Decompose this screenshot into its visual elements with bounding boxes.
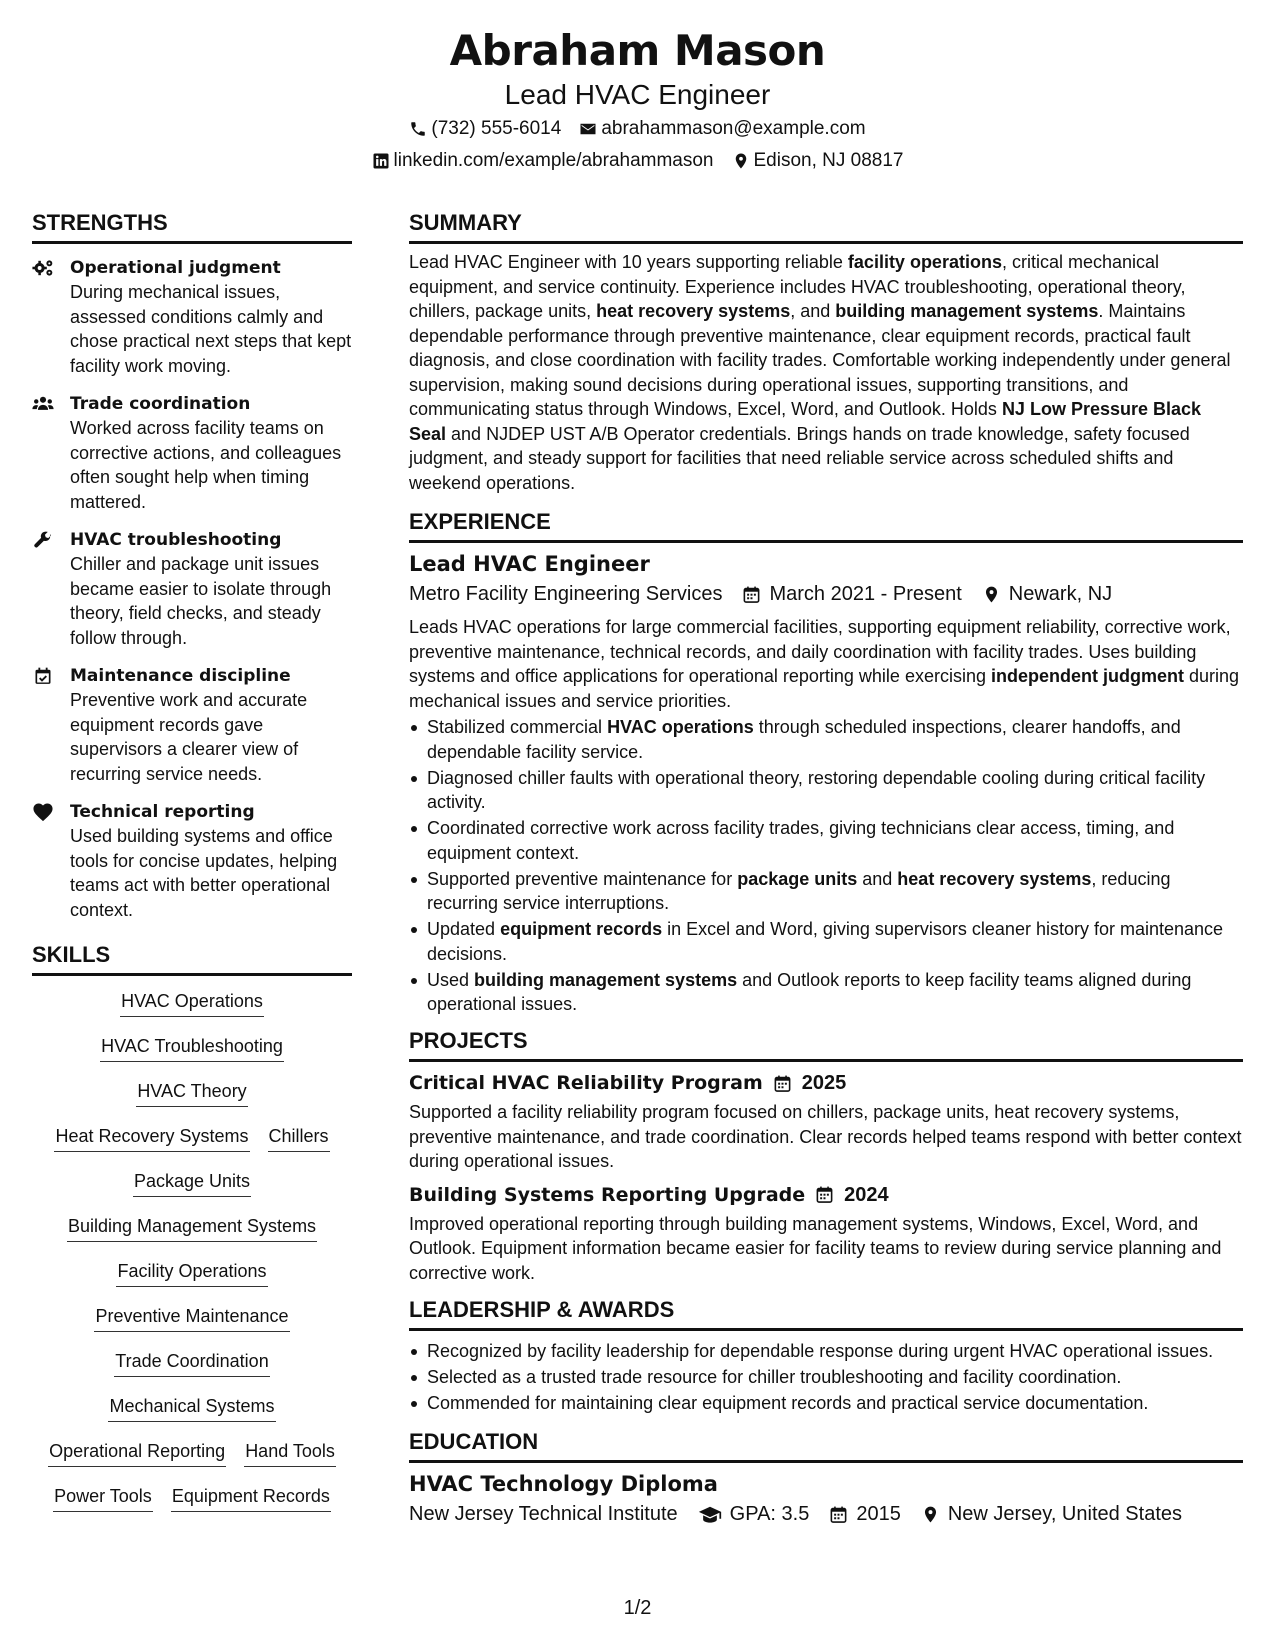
location-text: Edison, NJ 08817 bbox=[753, 150, 904, 171]
body-text: Stabilized commercial bbox=[427, 717, 608, 737]
graduation-cap-icon bbox=[698, 1505, 722, 1524]
phone-contact bbox=[409, 114, 561, 144]
summary-heading: SUMMARY bbox=[409, 210, 1243, 244]
education-location: New Jersey, United States bbox=[947, 1503, 1182, 1525]
experience-bullet bbox=[409, 766, 1243, 815]
award-bullet: Commended for maintaining clear equipment records and practical service documentation. bbox=[409, 1391, 1243, 1416]
body-text: during mechanical issues and service priorities. bbox=[409, 666, 1240, 711]
strength-description: During mechanical issues, assessed conditions calmly and chose practical next steps that kept facility work moving. bbox=[70, 282, 352, 376]
right-column bbox=[409, 210, 1243, 1529]
experience-bullet bbox=[409, 816, 1243, 865]
wrench-icon bbox=[32, 530, 54, 550]
job-dates: March 2021 - Present bbox=[769, 583, 962, 605]
envelope-icon bbox=[579, 120, 597, 138]
skill-tag: Chillers bbox=[268, 1123, 330, 1152]
emphasis-text: facility operations bbox=[847, 252, 1002, 272]
strength-item bbox=[32, 392, 352, 514]
body-text: Lead HVAC Engineer with 10 years supporting reliable bbox=[409, 252, 848, 272]
page-number: 1/2 bbox=[623, 1597, 652, 1619]
skill-row bbox=[32, 1123, 352, 1168]
emphasis-text: independent judgment bbox=[990, 666, 1184, 686]
body-text: , and bbox=[790, 301, 836, 321]
project-title: Building Systems Reporting Upgrade bbox=[409, 1183, 806, 1206]
experience-bullet bbox=[409, 968, 1243, 1017]
resume-header bbox=[0, 0, 1275, 176]
strengths-heading: STRENGTHS bbox=[32, 210, 352, 244]
emphasis-text: HVAC operations bbox=[607, 717, 754, 737]
linkedin-icon bbox=[372, 152, 390, 170]
body-text: Diagnosed chiller faults with operational theory, restoring dependable cooling during critical facility activity. bbox=[427, 767, 1206, 812]
body-text: Updated bbox=[427, 919, 501, 939]
emphasis-text: building management systems bbox=[474, 969, 738, 990]
experience-bullet bbox=[409, 917, 1243, 966]
skills-list bbox=[32, 988, 352, 1528]
calendar-check-icon bbox=[32, 666, 54, 686]
skill-tag: Mechanical Systems bbox=[108, 1393, 275, 1422]
contact-row-1 bbox=[0, 114, 1275, 144]
experience-intro bbox=[409, 615, 1243, 713]
strength-description: Preventive work and accurate equipment records gave supervisors a clearer view of recurring service needs. bbox=[70, 690, 308, 784]
body-text: and NJDEP UST A/B Operator credentials. Brings hands on trade knowledge, safety focused judgment, and steady support for facilities that need reliable service across scheduled shifts and weekend operations. bbox=[409, 423, 1190, 493]
candidate-name: Abraham Mason bbox=[449, 26, 826, 75]
job-meta bbox=[409, 579, 1243, 609]
map-pin-icon bbox=[732, 152, 750, 170]
project-item bbox=[409, 1180, 1243, 1286]
body-text: and bbox=[857, 868, 898, 889]
degree-title: HVAC Technology Diploma bbox=[409, 1472, 718, 1496]
skill-row bbox=[32, 1258, 352, 1303]
users-icon bbox=[32, 394, 54, 414]
education-meta bbox=[409, 1499, 1243, 1529]
skill-tag: Equipment Records bbox=[171, 1483, 331, 1512]
awards-list bbox=[409, 1339, 1243, 1416]
strength-title: Trade coordination bbox=[70, 394, 251, 414]
strength-description: Used building systems and office tools for concise updates, helping teams act with better operational context. bbox=[70, 826, 338, 920]
emphasis-text: heat recovery systems bbox=[897, 868, 1092, 889]
job-location: Newark, NJ bbox=[1008, 583, 1113, 605]
skill-tag: HVAC Troubleshooting bbox=[100, 1033, 284, 1062]
strength-item bbox=[32, 800, 352, 922]
skill-row bbox=[32, 1393, 352, 1438]
skill-row bbox=[32, 1348, 352, 1393]
projects-heading: PROJECTS bbox=[409, 1028, 1243, 1062]
calendar-icon bbox=[773, 1074, 792, 1093]
body-text: Coordinated corrective work across facility trades, giving technicians clear access, timing, and equipment context. bbox=[427, 818, 1175, 863]
location-contact bbox=[732, 146, 904, 176]
phone-text[interactable]: (732) 555-6014 bbox=[431, 118, 562, 139]
skill-row bbox=[32, 988, 352, 1033]
emphasis-text: building management systems bbox=[835, 301, 1099, 321]
experience-heading: EXPERIENCE bbox=[409, 509, 1243, 543]
emphasis-text: equipment records bbox=[500, 919, 663, 939]
skill-row bbox=[32, 1213, 352, 1258]
body-text: in Excel and Word, giving supervisors cleaner history for maintenance decisions. bbox=[427, 919, 1224, 964]
strength-description: Chiller and package unit issues became easier to isolate through theory, field checks, and steady follow through. bbox=[70, 554, 332, 648]
gpa: GPA: 3.5 bbox=[729, 1503, 810, 1525]
heart-icon bbox=[32, 802, 54, 822]
skill-tag: Preventive Maintenance bbox=[94, 1303, 289, 1332]
skill-tag: Building Management Systems bbox=[67, 1213, 317, 1242]
body-text: , critical mechanical equipment, and service continuity. Experience includes HVAC troubleshooting, operational theory, chillers, package units, bbox=[409, 252, 1186, 321]
body-text: Supported preventive maintenance for bbox=[427, 868, 738, 889]
gears-icon bbox=[32, 258, 54, 278]
emphasis-text: package units bbox=[737, 868, 858, 889]
strengths-list bbox=[32, 256, 352, 922]
body-text: , reducing recurring service interruptions. bbox=[427, 868, 1171, 913]
skill-tag: Hand Tools bbox=[244, 1438, 336, 1467]
body-text: through scheduled inspections, clearer handoffs, and dependable facility service. bbox=[427, 717, 1181, 762]
calendar-icon bbox=[815, 1185, 834, 1204]
skill-tag: HVAC Operations bbox=[120, 988, 264, 1017]
experience-bullet bbox=[409, 715, 1243, 764]
skill-tag: Heat Recovery Systems bbox=[54, 1123, 249, 1152]
skill-row bbox=[32, 1168, 352, 1213]
strength-title: Operational judgment bbox=[70, 258, 281, 278]
strength-title: HVAC troubleshooting bbox=[70, 530, 282, 550]
email-contact bbox=[579, 114, 865, 144]
skill-tag: Package Units bbox=[133, 1168, 251, 1197]
email-text[interactable]: abrahammason@example.com bbox=[601, 118, 866, 139]
phone-icon bbox=[409, 120, 427, 138]
calendar-icon bbox=[742, 585, 761, 604]
projects-list bbox=[409, 1068, 1243, 1285]
summary-text bbox=[409, 250, 1243, 495]
body-text: Used bbox=[427, 969, 475, 990]
project-year: 2025 bbox=[801, 1072, 847, 1094]
skill-tag: Trade Coordination bbox=[114, 1348, 269, 1377]
emphasis-text: NJ Low Pressure Black Seal bbox=[409, 399, 1202, 444]
awards-heading: LEADERSHIP & AWARDS bbox=[409, 1297, 1243, 1331]
strength-title: Technical reporting bbox=[70, 802, 255, 822]
body-text: Leads HVAC operations for large commercial facilities, supporting equipment reliability, corrective work, preventive maintenance, technical records, and daily coordination with facility trades. Uses building systems and office applications for operational reporting while exercising bbox=[409, 617, 1231, 686]
strength-description: Worked across facility teams on corrective actions, and colleagues often sought help when timing mattered. bbox=[70, 418, 342, 512]
job-title: Lead HVAC Engineer bbox=[409, 552, 650, 576]
experience-bullet bbox=[409, 867, 1243, 916]
skill-tag: HVAC Theory bbox=[136, 1078, 247, 1107]
skill-row bbox=[32, 1438, 352, 1483]
strength-title: Maintenance discipline bbox=[70, 666, 291, 686]
emphasis-text: heat recovery systems bbox=[596, 301, 791, 321]
skill-row bbox=[32, 1483, 352, 1528]
contact-row-2 bbox=[0, 146, 1275, 176]
graduation-year: 2015 bbox=[856, 1503, 901, 1525]
company-name: Metro Facility Engineering Services bbox=[409, 583, 723, 605]
skill-row bbox=[32, 1033, 352, 1078]
linkedin-contact bbox=[372, 146, 714, 176]
skill-tag: Operational Reporting bbox=[48, 1438, 226, 1467]
left-column bbox=[32, 210, 352, 1528]
education-heading: EDUCATION bbox=[409, 1429, 1243, 1463]
body-text: and Outlook reports to keep facility teams aligned during operational issues. bbox=[427, 969, 1192, 1014]
candidate-title: Lead HVAC Engineer bbox=[504, 79, 771, 110]
strength-item bbox=[32, 528, 352, 650]
map-pin-icon bbox=[982, 585, 1001, 604]
project-item bbox=[409, 1068, 1243, 1174]
skill-tag: Facility Operations bbox=[116, 1258, 267, 1287]
skills-heading: SKILLS bbox=[32, 942, 352, 976]
project-description: Improved operational reporting through building management systems, Windows, Excel, Word, and Outlook. Equipment information became easier for facility teams to review during service planning and corrective work. bbox=[409, 1213, 1222, 1283]
body-text: . Maintains dependable performance through preventive maintenance, clear equipment records, practical fault diagnosis, and close coordination with facility trades. Comfortable working independently under general supervision, making sound decisions during operational issues, supporting transitions, and communicating status through Windows, Excel, Word, and Outlook. Holds bbox=[409, 301, 1231, 419]
strength-item bbox=[32, 664, 352, 786]
award-bullet: Recognized by facility leadership for dependable response during urgent HVAC operational issues. bbox=[409, 1339, 1243, 1364]
project-description: Supported a facility reliability program focused on chillers, package units, heat recovery systems, preventive maintenance, and trade coordination. Clear records helped teams respond with better context during operational issues. bbox=[409, 1102, 1242, 1171]
award-bullet: Selected as a trusted trade resource for chiller troubleshooting and facility coordination. bbox=[409, 1365, 1243, 1390]
strength-item bbox=[32, 256, 352, 378]
project-year: 2024 bbox=[844, 1183, 889, 1206]
project-title: Critical HVAC Reliability Program bbox=[409, 1072, 763, 1094]
experience-bullets bbox=[409, 715, 1243, 1017]
skill-row bbox=[32, 1303, 352, 1348]
linkedin-text[interactable]: linkedin.com/example/abrahammason bbox=[393, 150, 714, 171]
calendar-icon bbox=[829, 1505, 848, 1524]
skill-tag: Power Tools bbox=[53, 1483, 153, 1512]
skill-row bbox=[32, 1078, 352, 1123]
map-pin-icon bbox=[921, 1505, 940, 1524]
school-name: New Jersey Technical Institute bbox=[409, 1503, 678, 1525]
